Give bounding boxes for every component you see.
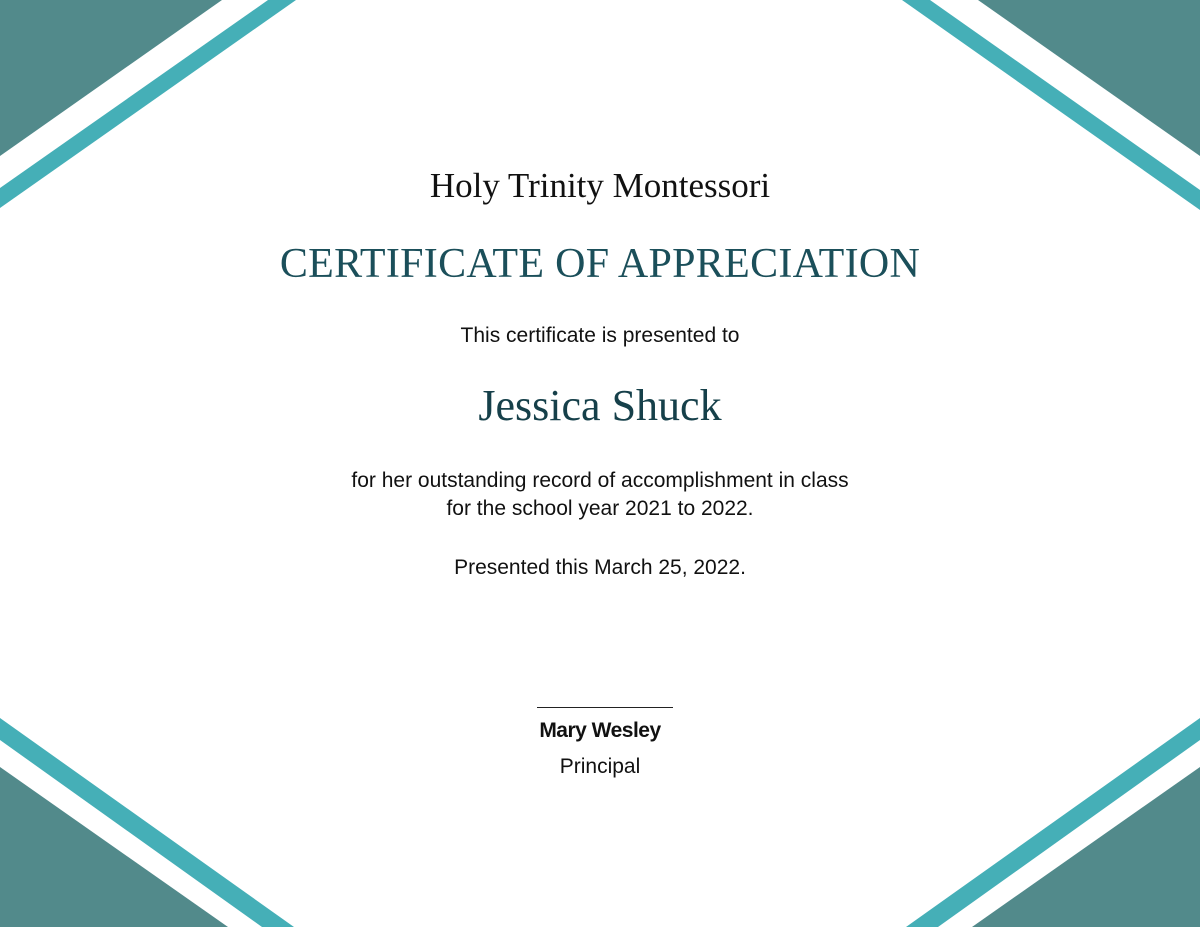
corner-triangle-bottom-right <box>972 767 1200 927</box>
reason-line-1: for her outstanding record of accomplishment in class <box>351 469 849 492</box>
signer-name: Mary Wesley <box>539 719 661 742</box>
corner-triangle-bottom-left <box>0 767 228 927</box>
reason-line-2: for the school year 2021 to 2022. <box>446 497 754 520</box>
reason-text <box>0 467 1200 523</box>
presented-to-text: This certificate is presented to <box>460 324 740 347</box>
certificate-title: CERTIFICATE OF APPRECIATION <box>279 241 921 287</box>
corner-triangle-top-left <box>0 0 222 156</box>
recipient-name: Jessica Shuck <box>478 381 722 430</box>
presented-date: Presented this March 25, 2022. <box>454 556 746 579</box>
signature-line <box>537 707 673 708</box>
signer-title: Principal <box>559 755 641 778</box>
corner-triangle-top-right <box>978 0 1200 156</box>
school-name: Holy Trinity Montessori <box>429 166 771 205</box>
